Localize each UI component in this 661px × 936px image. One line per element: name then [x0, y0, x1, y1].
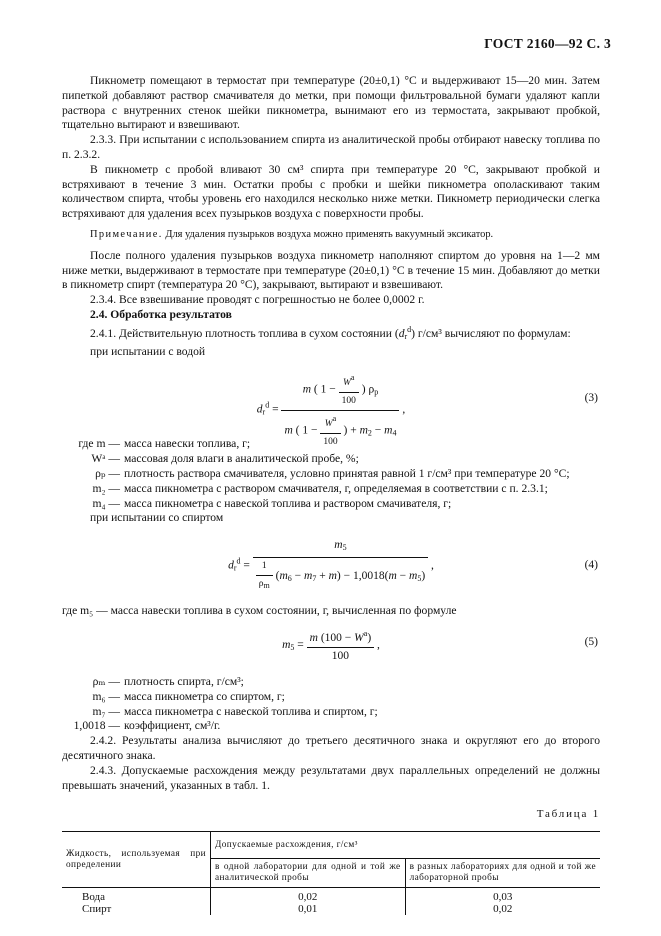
definition-row: 1,0018 — коэффициент, см³/г.	[73, 719, 221, 733]
formula-5	[62, 627, 600, 665]
definition-row: где m — масса навески топлива, г;	[78, 437, 251, 451]
table-caption: Таблица 1	[536, 808, 600, 821]
definition-row: m₇ — масса пикнометра с навеской топлива и спиртом, г;	[92, 704, 378, 718]
paragraph-2-3-3: 2.3.3. При испытании с использованием спирта из аналитической пробы отбирают навеску топлива по п. 2.3.2.	[62, 133, 600, 161]
page-header: ГОСТ 2160—92 С. 3	[484, 36, 611, 51]
definition-row: Wᵃ — массовая доля влаги в аналитической пробе, %;	[91, 452, 359, 466]
note	[62, 228, 600, 243]
definition-row: ρₚ — плотность раствора смачивателя, условно принятая равной 1 г/см³ при температуре 20 °С;	[95, 466, 570, 480]
paragraph-2-4-2: 2.4.2. Результаты анализа вычисляют до третьего десятичного знака и округляют его до второго десятичного знака.	[62, 734, 600, 762]
table-row: Вода 0,02 0,03	[62, 888, 600, 904]
paragraph-2-4-1: 2.4.1. Действительную плотность топлива в сухом состоянии $(d_r^d)$ г/см³ вычисляют по формулам:	[90, 324, 571, 341]
table-header-same-lab: в одной лаборатории для одной и той же аналитической пробы	[211, 859, 406, 888]
definition-m5: где m₅ — масса навески топлива в сухом состоянии, г, вычисленная по формуле	[62, 604, 457, 618]
formula-3-body: $d_r^d$ = m ( 1 − $\frac{W^a}{100}$ ) $\rho_р$ m ( 1 − $\frac{W^a}{100}$ ) + $m_2 - m_4$ ,	[256, 373, 406, 447]
section-heading: 2.4. Обработка результатов	[90, 307, 232, 321]
paragraph: Пикнометр помещают в термостат при температуре (20±0,1) °С и выдерживают 15—20 мин. Затем пипеткой добавляют раствор смачивателя до метки, при помощи фильтровальной бумаги удаляют капли раствора с внутренних стенок шейки пикнометра, вынимают его из термостата, закрывают пробкой, тщательно вытирают и взвешивают.	[62, 74, 600, 132]
formula-5-body: $m_5$ = $\frac{m (100 - W^a)}{100}$ ,	[282, 628, 380, 662]
table-header-liquid: Жидкость, используемая при определении	[62, 832, 211, 888]
definition-row: ρₘ — плотность спирта, г/см³;	[92, 674, 244, 688]
paragraph: После полного удаления пузырьков воздуха пикнометр наполняют спиртом до уровня на 1—2 мм ниже метки, выдерживают в термостате при температуре (20±0,1) °С в течение 15 мин. Добавляют до метки в пикнометр спирт (температура 20 °С), закрывают, вытирают и взвешивают.	[62, 248, 600, 292]
note-label: Примечание.	[90, 228, 163, 240]
paragraph-2-3-4: 2.3.4. Все взвешивание проводят с погрешностью не более 0,0002 г.	[90, 293, 425, 307]
table-row: Спирт 0,01 0,02	[62, 903, 600, 915]
paragraph-2-4-3: 2.4.3. Допускаемые расхождения между результатами двух параллельных определений не должны превышать значений, указанных в табл. 1.	[62, 763, 600, 792]
formula-number: (4)	[584, 559, 598, 572]
table-header-diff-lab: в разных лабораториях для одной и той же лабораторной пробы	[405, 859, 600, 888]
formula-4	[62, 538, 600, 594]
paragraph: при испытании со спиртом	[90, 511, 224, 525]
table-header-tolerance: Допускаемые расхождения, г/см³	[211, 832, 601, 859]
formula-number: (5)	[584, 635, 598, 648]
definition-row: m₂ — масса пикнометра с раствором смачивателя, г, определяемая в соответствии с п. 2.3.1;	[92, 481, 548, 495]
paragraph: В пикнометр с пробой вливают 30 см³ спирта при температуре 20 °С, закрывают пробкой и встряхивают в течение 3 мин. Остатки пробы с пробки и шейки пикнометра ополаскивают таким количеством спирта, чтобы уровень его находился несколько ниже метки. Пикнометр периодически слегка встряхивают для удаления всех пузырьков воздуха с поверхности пробы.	[62, 162, 600, 221]
note-text: Для удаления пузырьков воздуха можно применять вакуумный эксикатор.	[162, 228, 494, 240]
definition-row: m₆ — масса пикнометра со спиртом, г;	[92, 689, 285, 703]
definition-row: m₄ — масса пикнометра с навеской топлива и раствором смачивателя, г;	[92, 496, 452, 510]
formula-4-body: $d_r^d$ = $m_5$ $\frac{1}{\rho_m}$ $(m_6 - m_7 + m) - 1,0018(m - m_5)$ ,	[228, 539, 434, 590]
paragraph: при испытании с водой	[90, 344, 206, 358]
definitions-2	[62, 675, 600, 734]
formula-number: (3)	[584, 392, 598, 405]
tolerance-table	[62, 831, 600, 915]
document-body	[62, 74, 600, 915]
